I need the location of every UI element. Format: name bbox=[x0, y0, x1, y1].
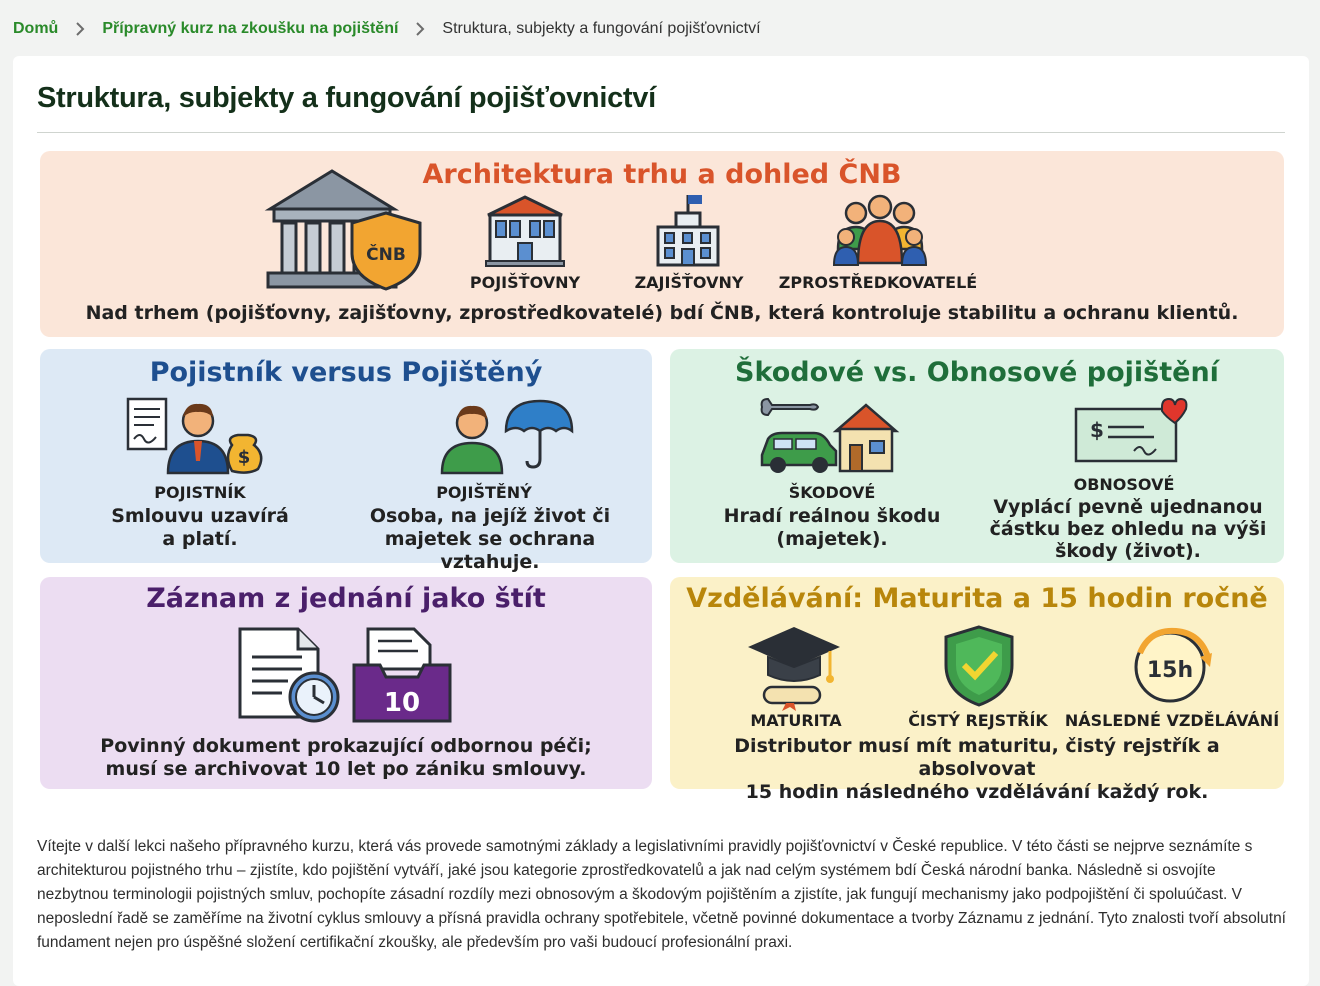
label-reinsurers: ZAJIŠŤOVNY bbox=[634, 273, 744, 292]
label-intermediaries: ZPROSTŘEDKOVATELÉ bbox=[778, 273, 978, 292]
panel-meeting-record bbox=[40, 577, 652, 789]
lesson-card bbox=[13, 56, 1309, 986]
graduation-cap-icon bbox=[746, 625, 842, 711]
label-policyholder: POJISTNÍK bbox=[154, 483, 246, 502]
panel-title: Architektura trhu a dohled ČNB bbox=[422, 159, 902, 190]
intermediaries-group-icon bbox=[832, 193, 928, 267]
archive-box-icon bbox=[352, 625, 452, 725]
panel-title: Záznam z jednání jako štít bbox=[146, 583, 546, 614]
label-insured: POJIŠTĚNÝ bbox=[436, 483, 532, 502]
policyholder-contract-icon bbox=[126, 395, 266, 475]
panel-title: Vzdělávání: Maturita a 15 hodin ročně bbox=[686, 583, 1268, 614]
label-insurers: POJIŠŤOVNY bbox=[469, 273, 581, 292]
page-title: Struktura, subjekty a fungování pojišťovnictví bbox=[37, 82, 656, 114]
damaged-car-house-icon bbox=[758, 395, 908, 475]
chevron-right-icon bbox=[398, 22, 442, 36]
lesson-infographic bbox=[38, 149, 1286, 803]
insurance-company-building-icon bbox=[484, 195, 566, 267]
svg-text:15h: 15h bbox=[1146, 658, 1194, 683]
clean-record-shield-icon bbox=[944, 625, 1014, 707]
meeting-record-description: Povinný dokument prokazující odbornou péči; musí se archivovat 10 let po zániku smlouvy. bbox=[100, 735, 592, 780]
panel-description: Nad trhem (pojišťovny, zajišťovny, zprostředkovatelé) bdí ČNB, která kontroluje stabilitu a ochranu klientů. bbox=[85, 302, 1239, 324]
breadcrumb bbox=[13, 18, 761, 40]
label-clean-record: ČISTÝ REJSTŘÍK bbox=[908, 711, 1048, 730]
clock-15h-icon bbox=[1128, 623, 1214, 709]
title-divider bbox=[37, 132, 1285, 133]
lesson-intro-text: Vítejte v další lekci našeho přípravného kurzu, která vás provede samotnými základy a legislativními pravidly pojišťovnictví v České republice. V této části se nejprve seznámíte s architekturou pojistného trhu – zjistíte, kdo pojištění vytváří, jaké jsou kategorie zprostředkovatelů a jak nad celým systémem bdí Česká národní banka. Následně si osvojíte nezbytnou terminologii pojistných smluv, pochopíte zásadní rozdíly mezi obnosovým a škodovým pojištěním a zjistíte, jak fungují mechanismy jako podpojištění či spoluúčast. V neposlední řadě se zaměříme na životní cyklus smlouvy a přísná pravidla ochrany spotřebitele, včetně povinné dokumentace a tvorby Záznamu z jednání. Tyto znalosti tvoří absolutní fundament nejen pro úspěšné složení certifikační zkoušky, ale především pro vaši budoucí profesionální praxi. bbox=[37, 838, 1286, 951]
label-indemnity: ŠKODOVÉ bbox=[788, 483, 876, 502]
central-bank-icon bbox=[266, 165, 426, 291]
label-maturita: MATURITA bbox=[750, 711, 842, 730]
document-clock-icon bbox=[236, 625, 344, 725]
breadcrumb-course-link[interactable]: Přípravný kurz na zkoušku na pojištění bbox=[102, 20, 399, 37]
panel-indemnity-vs-fixed-sum bbox=[670, 349, 1284, 563]
shield-text: ČNB bbox=[366, 245, 406, 265]
indemnity-description: Hradí reálnou škodu (majetek). bbox=[723, 505, 941, 550]
insured-person-umbrella-icon bbox=[440, 397, 574, 475]
archive-years: 10 bbox=[383, 688, 421, 718]
panel-market-architecture bbox=[40, 151, 1284, 337]
policyholder-description: Smlouvu uzavírá a platí. bbox=[111, 505, 289, 550]
breadcrumb-current: Struktura, subjekty a fungování pojišťovnictví bbox=[442, 20, 761, 37]
panel-policyholder-vs-insured bbox=[40, 349, 652, 573]
svg-text:$: $ bbox=[1090, 418, 1104, 442]
label-continuing-education: NÁSLEDNÉ VZDĚLÁVÁNÍ bbox=[1064, 711, 1280, 730]
panel-education bbox=[670, 577, 1284, 803]
breadcrumb-home-link[interactable]: Domů bbox=[13, 20, 59, 37]
panel-title: Pojistník versus Pojištěný bbox=[149, 357, 543, 388]
reinsurance-building-icon bbox=[652, 193, 724, 269]
chevron-right-icon bbox=[58, 22, 102, 36]
fixed-sum-cheque-icon bbox=[1074, 397, 1182, 465]
svg-text:$: $ bbox=[237, 447, 251, 468]
education-description: Distributor musí mít maturitu, čistý rejstřík a absolvovat 15 hodin následného vzdělávání každý rok. bbox=[734, 735, 1220, 803]
insured-description: Osoba, na jejíž život či majetek se ochrana vztahuje. bbox=[369, 505, 611, 573]
label-fixed-sum: OBNOSOVÉ bbox=[1073, 475, 1175, 494]
panel-title: Škodové vs. Obnosové pojištění bbox=[735, 357, 1219, 388]
fixed-sum-description: Vyplácí pevně ujednanou částku bez ohledu na výši škody (život). bbox=[989, 496, 1267, 562]
